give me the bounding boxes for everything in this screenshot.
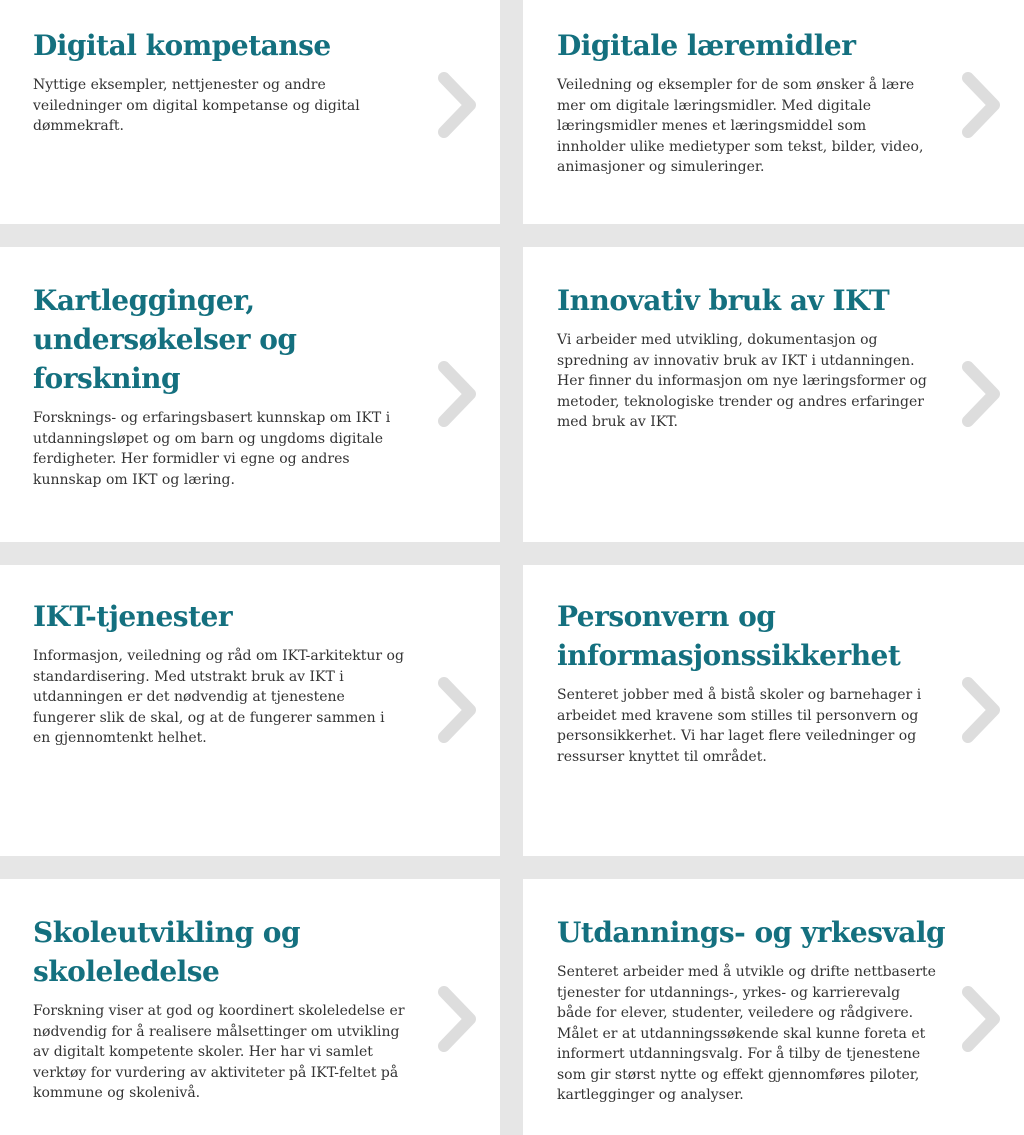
chevron-right-icon[interactable] bbox=[436, 359, 480, 429]
card-description: Informasjon, veiledning og råd om IKT-arkitektur og standardisering. Med utstrakt bruk av IKT i utdanningen er det nødvendig at tjenestene fungerer slik de skal, og at de fungerer sammen i en gjennomtenkt helhet. bbox=[33, 648, 404, 746]
card-title: Digitale læremidler bbox=[557, 29, 856, 62]
card-title: Kartlegginger, undersøkelser og forskning bbox=[33, 284, 297, 395]
chevron-right-icon[interactable] bbox=[436, 70, 480, 140]
card-digitale-laeremidler[interactable] bbox=[523, 0, 1024, 224]
card-title: Skoleutvikling og skoleledelse bbox=[33, 916, 301, 988]
chevron-right-icon[interactable] bbox=[960, 70, 1004, 140]
card-title: IKT-tjenester bbox=[33, 600, 233, 633]
chevron-right-icon[interactable] bbox=[960, 359, 1004, 429]
card-description: Forskning viser at god og koordinert skoleledelse er nødvendig for å realisere målsettinger om utvikling av digitalt kompetente skoler. Her har vi samlet verktøy for vurdering av aktiviteter på IKT-feltet på kommune og skolenivå. bbox=[33, 1003, 405, 1101]
card-title: Personvern og informasjonssikkerhet bbox=[557, 600, 901, 672]
chevron-right-icon[interactable] bbox=[436, 675, 480, 745]
card-kartlegginger[interactable] bbox=[0, 247, 500, 542]
card-innovativ-bruk[interactable] bbox=[523, 247, 1024, 542]
card-utdannings-yrkesvalg[interactable] bbox=[523, 879, 1024, 1135]
card-description: Senteret arbeider med å utvikle og drifte nettbaserte tjenester for utdannings-, yrkes- og karrierevalg både for elever, studenter, veiledere og rådgivere. Målet er at utdanningssøkende skal kunne foreta et informert utdanningsvalg. For å tilby de tjenestene som gir størst nytte og effekt gjennomføres piloter, kartlegginger og analyser. bbox=[557, 964, 936, 1103]
card-description: Nyttige eksempler, nettjenester og andre veiledninger om digital kompetanse og digital dømmekraft. bbox=[33, 77, 360, 134]
card-skoleutvikling[interactable] bbox=[0, 879, 500, 1135]
card-description: Veiledning og eksempler for de som ønsker å lære mer om digitale læringsmidler. Med digitale læringsmidler menes et læringsmiddel som innholder ulike medietyper som tekst, bilder, video, animasjoner og simuleringer. bbox=[557, 77, 924, 175]
card-digital-kompetanse[interactable] bbox=[0, 0, 500, 224]
card-title: Innovativ bruk av IKT bbox=[557, 284, 890, 317]
chevron-right-icon[interactable] bbox=[436, 984, 480, 1054]
card-title: Utdannings- og yrkesvalg bbox=[557, 916, 946, 949]
chevron-right-icon[interactable] bbox=[960, 984, 1004, 1054]
card-description: Senteret jobber med å bistå skoler og barnehager i arbeidet med kravene som stilles til personvern og personsikkerhet. Vi har laget flere veiledninger og ressurser knyttet til området. bbox=[557, 687, 922, 765]
card-description: Vi arbeider med utvikling, dokumentasjon og spredning av innovativ bruk av IKT i utdanningen. Her finner du informasjon om nye læringsformer og metoder, teknologiske trender og andres erfaringer med bruk av IKT. bbox=[557, 332, 927, 430]
card-title: Digital kompetanse bbox=[33, 29, 331, 62]
chevron-right-icon[interactable] bbox=[960, 675, 1004, 745]
card-personvern[interactable] bbox=[523, 565, 1024, 856]
card-description: Forsknings- og erfaringsbasert kunnskap om IKT i utdanningsløpet og om barn og ungdoms digitale ferdigheter. Her formidler vi egne og andres kunnskap om IKT og læring. bbox=[33, 410, 391, 488]
card-ikt-tjenester[interactable] bbox=[0, 565, 500, 856]
